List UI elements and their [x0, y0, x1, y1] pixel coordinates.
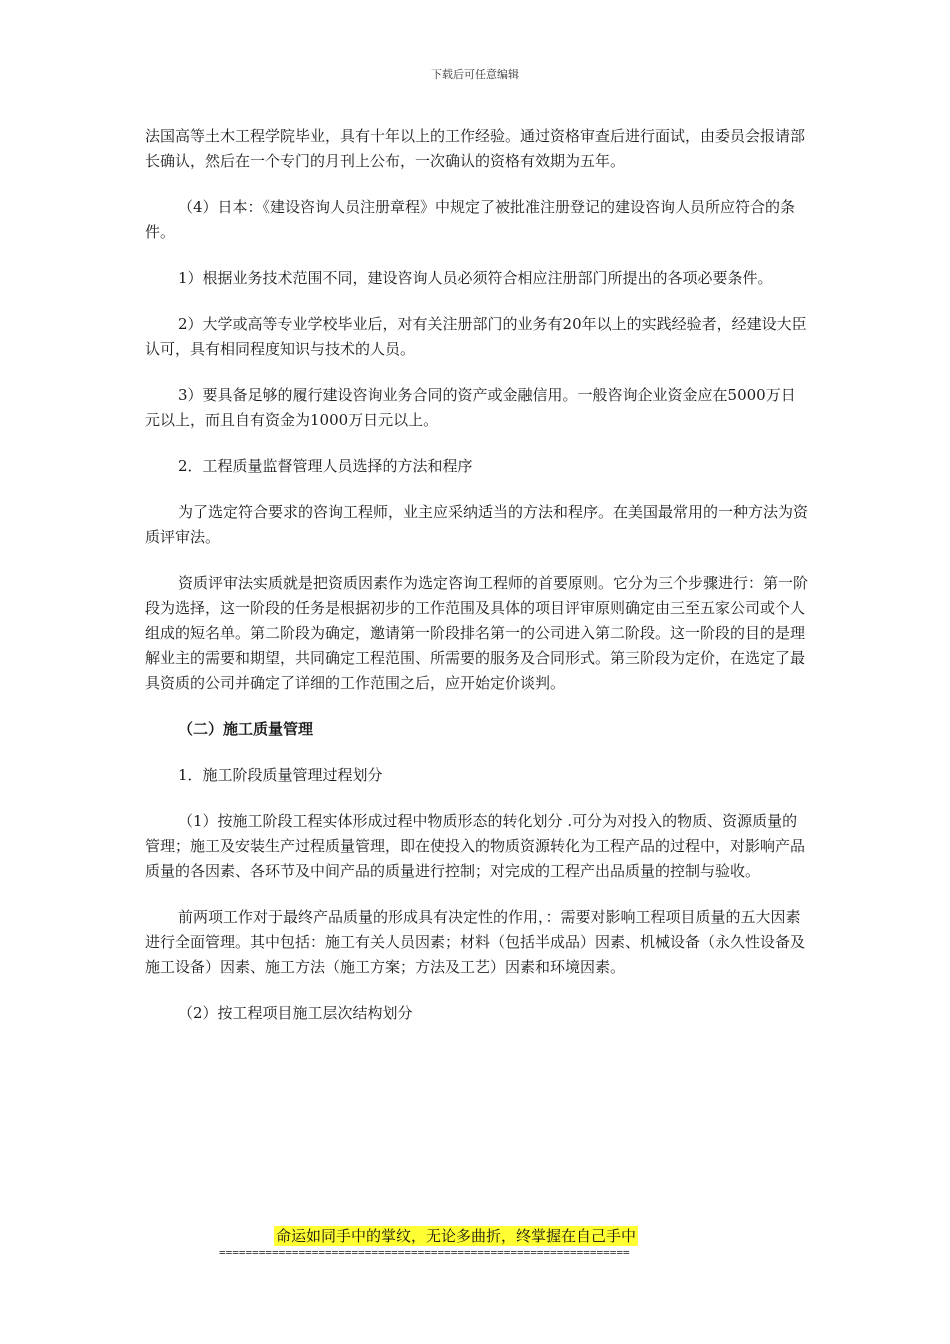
document-body [145, 124, 810, 1047]
section-heading-selection-method: 2．工程质量监督管理人员选择的方法和程序 [178, 457, 473, 475]
paragraph-division-by-structure: （2）按工程项目施工层次结构划分 [178, 1004, 413, 1022]
paragraph-selection-intro: 为了选定符合要求的咨询工程师，业主应采纳适当的方法和程序。在美国最常用的一种方法为资质评审法。 [145, 503, 809, 546]
paragraph-division-by-material: （1）按施工阶段工程实体形成过程中物质形态的转化划分 .可分为对投入的物质、资源质量的管理；施工及安装生产过程质量管理，即在使投入的物质资源转化为工程产品的过程中，对影响产品质量的各因素、各环节及中间产品的质量进行控制；对完成的工程产出品质量的控制与验收。 [145, 812, 806, 880]
footer-divider: ============================================================== [219, 1246, 630, 1259]
paragraph-france-qualification: 法国高等土木工程学院毕业，具有十年以上的工作经验。通过资格审查后进行面试，由委员会报请部长确认，然后在一个专门的月刊上公布，一次确认的资格有效期为五年。 [145, 127, 806, 170]
footer-slogan: 命运如同手中的掌纹，无论多曲折，终掌握在自己手中 [276, 1227, 637, 1245]
paragraph-five-factors: 前两项工作对于最终产品质量的形成具有决定性的作用，：需要对影响工程项目质量的五大因素进行全面管理。其中包括：施工有关人员因素；材料（包括半成品）因素、机械设备（永久性设备及施工设备）因素、施工方法（施工方案；方法及工艺）因素和环境因素。 [145, 908, 806, 976]
subsection-heading-process-division: 1．施工阶段质量管理过程划分 [178, 766, 383, 784]
page-header: 下载后可任意编辑 [431, 68, 519, 81]
paragraph-japan-item-2: 2）大学或高等专业学校毕业后，对有关注册部门的业务有20年以上的实践经验者，经建设大臣认可，具有相同程度知识与技术的人员。 [145, 315, 807, 358]
paragraph-japan-item-1: 1）根据业务技术范围不同，建设咨询人员必须符合相应注册部门所提出的各项必要条件。 [178, 269, 773, 287]
paragraph-qualification-review: 资质评审法实质就是把资质因素作为选定咨询工程师的首要原则。它分为三个步骤进行：第一阶段为选择，这一阶段的任务是根据初步的工作范围及具体的项目评审原则确定由三至五家公司或个人组成的短名单。第二阶段为确定，邀请第一阶段排名第一的公司进入第二阶段。这一阶段的目的是理解业主的需要和期望，共同确定工程范围、所需要的服务及合同形式。第三阶段为定价，在选定了最具资质的公司并确定了详细的工作范围之后，应开始定价谈判。 [145, 574, 809, 692]
paragraph-japan-regulation: （4）日本：《建设咨询人员注册章程》中规定了被批准注册登记的建设咨询人员所应符合的条件。 [145, 198, 796, 241]
paragraph-japan-item-3: 3）要具备足够的履行建设咨询业务合同的资产或金融信用。一般咨询企业资金应在5000万日元以上，而且自有资金为1000万日元以上。 [145, 386, 796, 429]
section-heading-construction-quality: （二）施工质量管理 [178, 720, 314, 738]
